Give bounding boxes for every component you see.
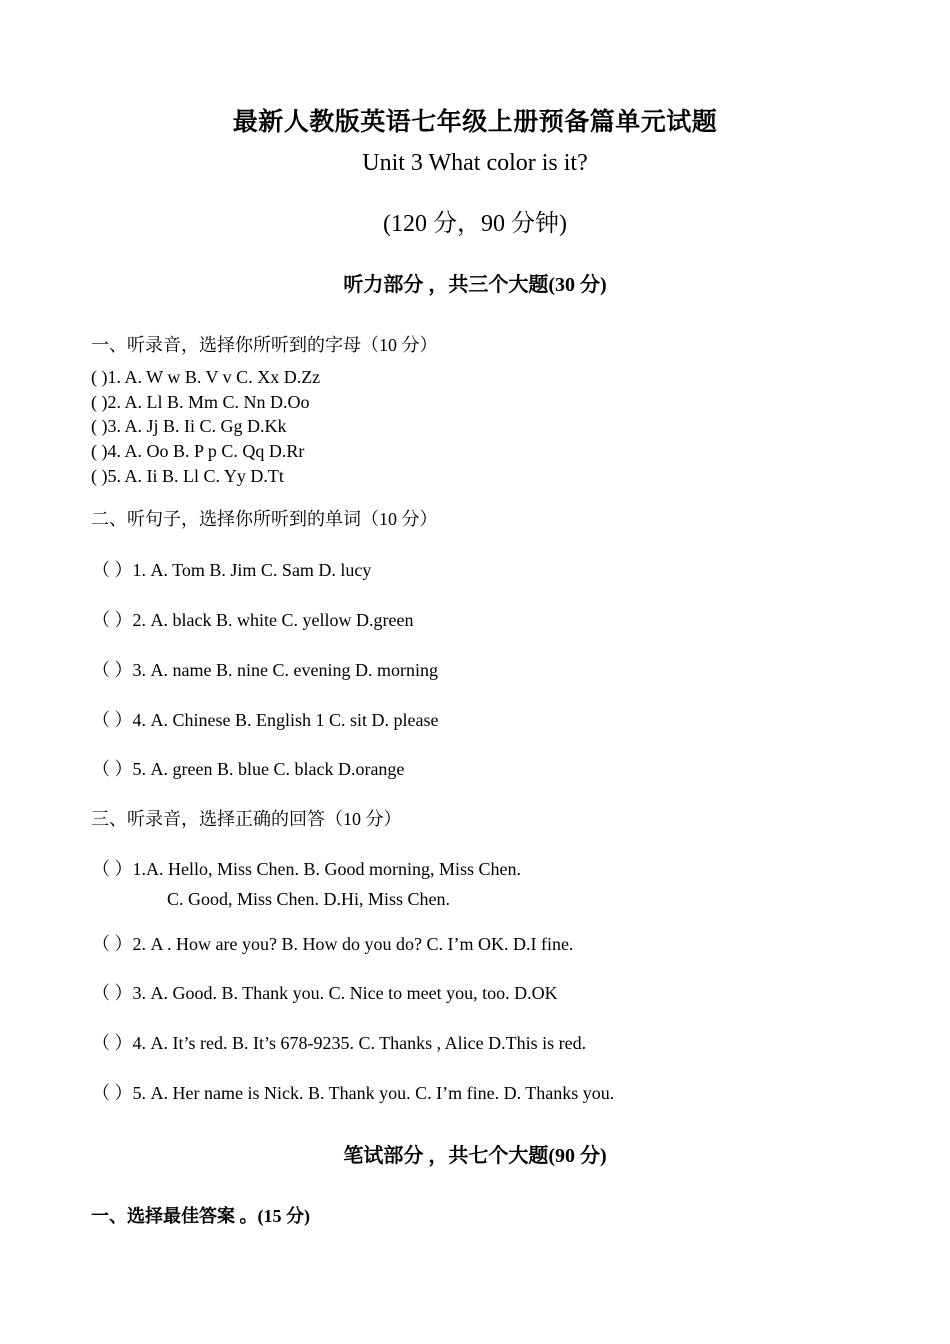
list-item: （ ）5. A. Her name is Nick. B. Thank you. C. I’m fine. D. Thanks you. — [92, 1083, 615, 1103]
score-time-line: (120 分，90 分钟) — [383, 211, 567, 237]
list-item: ( )1. A. W w B. V v C. Xx D.Zz — [91, 367, 321, 387]
listening-section1-heading: 一、听录音，选择你所听到的字母（10 分） — [91, 335, 438, 355]
list-item: （ ）1. A. Tom B. Jim C. Sam D. lucy — [92, 560, 372, 580]
list-item: ( )5. A. Ii B. Ll C. Yy D.Tt — [91, 466, 284, 486]
written-section1-heading: 一、选择最佳答案 。(15 分) — [91, 1206, 310, 1226]
written-part-heading: 笔试部分 ，共七个大题(90 分) — [343, 1145, 607, 1167]
listening-part-heading: 听力部分 ，共三个大题(30 分) — [343, 274, 607, 296]
list-item: （ ）1.A. Hello, Miss Chen. B. Good morning, Miss Chen. — [92, 859, 522, 879]
page-title: 最新人教版英语七年级上册预备篇单元试题 — [232, 109, 718, 136]
list-item: （ ）3. A. name B. nine C. evening D. morning — [92, 660, 438, 680]
list-item: （ ）2. A. black B. white C. yellow D.green — [92, 610, 414, 630]
list-item: ( )3. A. Jj B. Ii C. Gg D.Kk — [91, 416, 287, 436]
unit-subtitle: Unit 3 What color is it? — [362, 150, 588, 176]
list-item: （ ）2. A . How are you? B. How do you do? C. I’m OK. D.I fine. — [92, 934, 574, 954]
list-item: （ ）4. A. It’s red. B. It’s 678-9235. C. Thanks , Alice D.This is red. — [92, 1033, 587, 1053]
list-item: （ ）4. A. Chinese B. English 1 C. sit D. please — [92, 710, 439, 730]
list-item-continuation: C. Good, Miss Chen. D.Hi, Miss Chen. — [167, 889, 451, 909]
list-item: （ ）3. A. Good. B. Thank you. C. Nice to meet you, too. D.OK — [92, 983, 558, 1003]
list-item: （ ）5. A. green B. blue C. black D.orange — [92, 759, 405, 779]
list-item: ( )4. A. Oo B. P p C. Qq D.Rr — [91, 441, 305, 461]
listening-section2-heading: 二、听句子，选择你所听到的单词（10 分） — [91, 509, 438, 529]
list-item: ( )2. A. Ll B. Mm C. Nn D.Oo — [91, 392, 310, 412]
listening-section3-heading: 三、听录音，选择正确的回答（10 分） — [91, 809, 402, 829]
